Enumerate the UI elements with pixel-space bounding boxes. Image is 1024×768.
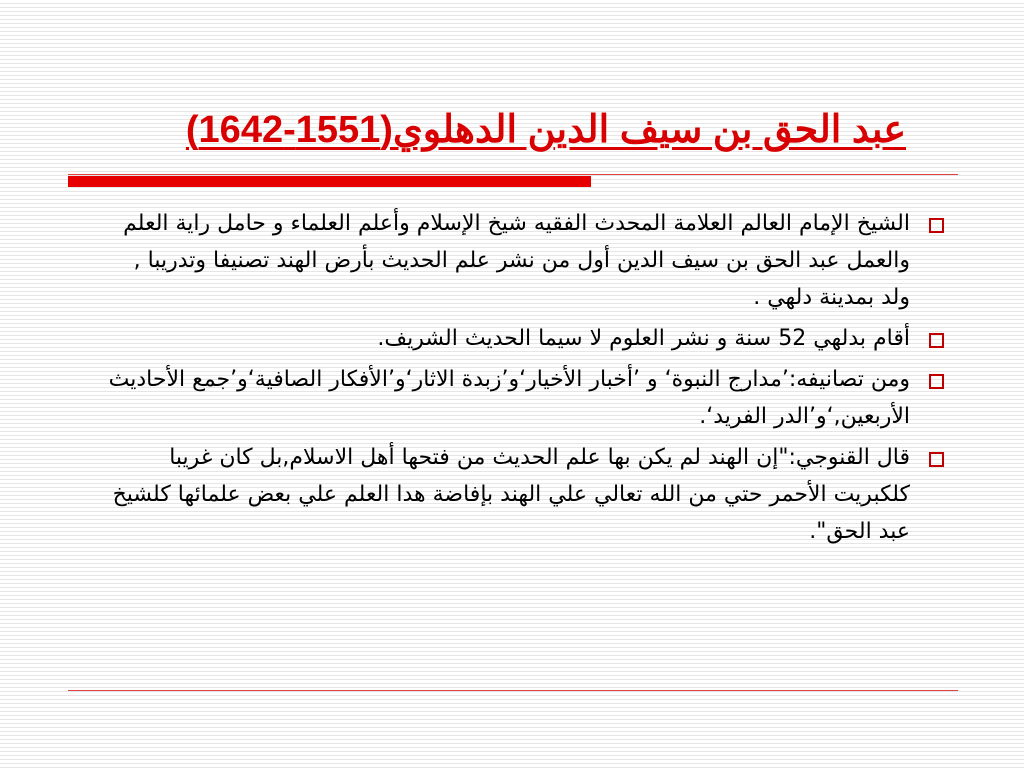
bullet-item-4 (106, 439, 956, 550)
square-bullet-icon (929, 333, 944, 348)
bullet-text-1: الشيخ الإمام العالم العلامة المحدث الفقيه شيخ الإسلام وأعلم العلماء و حامل راية العلم والعمل عبد الحق بن سيف الدين أول من نشر علم الحديث بأرض الهند تصنيفا وتدريبا , ولد بمدينة دلهي . (123, 211, 910, 310)
title-accent-bar (68, 176, 591, 187)
bullet-item-1 (106, 205, 956, 316)
footer-divider-line (68, 690, 958, 691)
bullet-list (106, 205, 956, 554)
bullet-item-2 (106, 320, 956, 357)
slide-title (66, 103, 906, 157)
square-bullet-icon (929, 374, 944, 389)
bullet-item-3 (106, 361, 956, 435)
bullet-text-3: ومن تصانيفه:’مدارج النبوة‘ و ’أخبار الأخيار‘و’زبدة الاثار‘و’الأفكار الصافية‘و’جمع الأحاديث الأربعين,‘و’الدر الفريد‘. (108, 367, 910, 429)
slide-title-text: عبد الحق بن سيف الدين الدهلوي(1551-1642) (185, 109, 906, 151)
bullet-text-4: قال القنوجي:"إن الهند لم يكن بها علم الحديث من فتحها أهل الاسلام,بل كان غريبا كلكبريت الأحمر حتي من الله تعالي علي الهند بإفاضة هدا العلم علي بعض علمائها كلشيخ عبد الحق". (112, 445, 910, 544)
title-divider-line (68, 174, 958, 175)
bullet-text-2: أقام بدلهي 52 سنة و نشر العلوم لا سيما الحديث الشريف. (377, 326, 910, 351)
square-bullet-icon (929, 452, 944, 467)
square-bullet-icon (929, 218, 944, 233)
